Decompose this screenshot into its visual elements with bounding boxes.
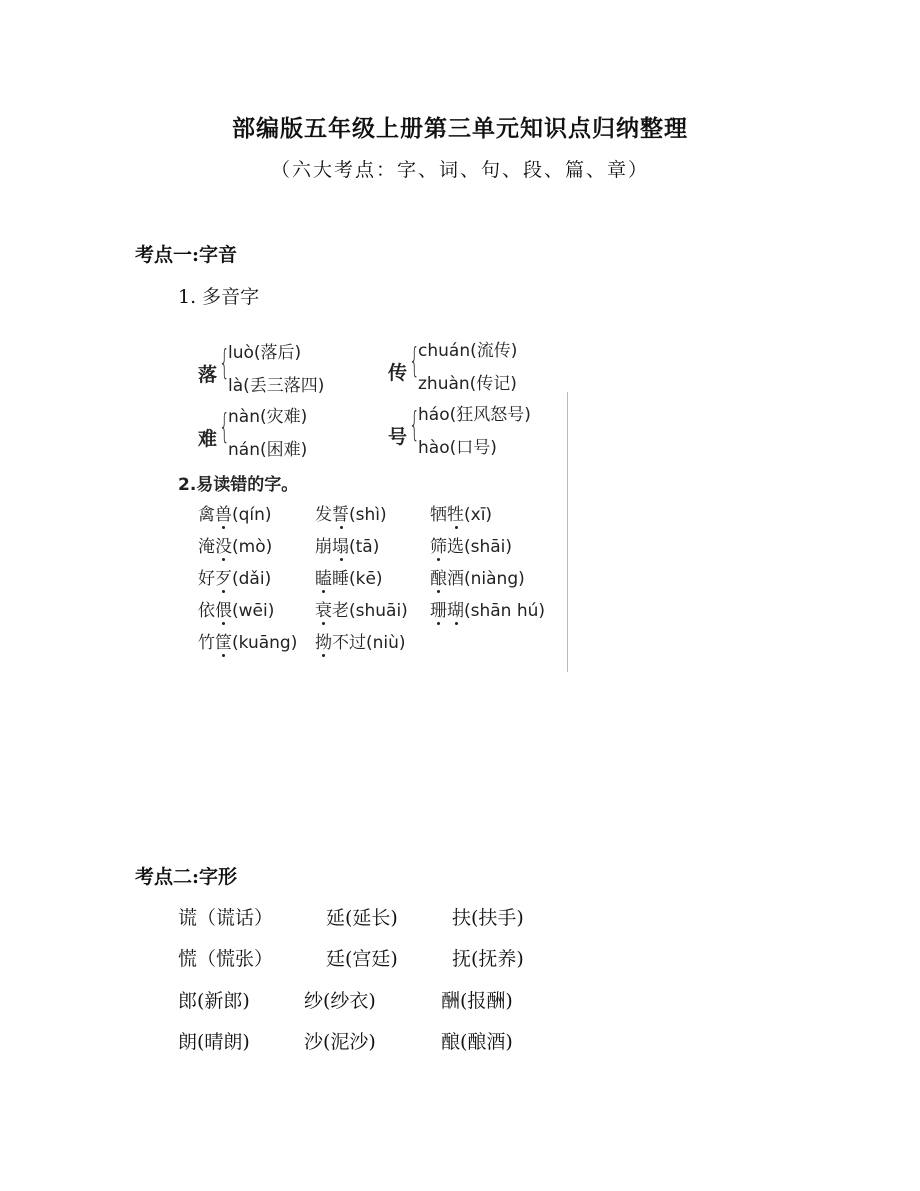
polyphone-char: 落 (198, 364, 218, 386)
misread-word: 竹筐(kuāng) (198, 633, 298, 653)
polyphone-reading: nàn(灾难) (228, 407, 308, 427)
polyphone-reading: luò(落后) (228, 343, 302, 363)
glyph-pair: 慌（慌张） (178, 948, 274, 970)
glyph-pair: 纱(纱衣) (304, 990, 376, 1012)
document-title: 部编版五年级上册第三单元知识点归纳整理 (232, 115, 688, 142)
brace-icon: { (219, 343, 230, 383)
emphasis-dot-icon (340, 558, 343, 561)
section1-heading: 考点一:字音 (135, 244, 238, 266)
polyphone-reading: chuán(流传) (418, 341, 518, 361)
emphasis-dot-icon (455, 526, 458, 529)
section2-heading: 考点二:字形 (135, 866, 238, 888)
emphasis-dot-icon (322, 590, 325, 593)
emphasis-dot-icon (222, 590, 225, 593)
glyph-pair: 酬(报酬) (441, 990, 513, 1012)
emphasis-dot-icon (222, 526, 225, 529)
polyphone-subheading: 1. 多音字 (178, 286, 260, 308)
glyph-pair: 沙(泥沙) (304, 1031, 376, 1053)
glyph-pair: 郎(新郎) (178, 990, 250, 1012)
glyph-pair: 抚(抚养) (452, 948, 524, 970)
polyphone-reading: nán(困难) (228, 440, 308, 460)
emphasis-dot-icon (455, 622, 458, 625)
glyph-pair: 谎（谎话） (178, 907, 274, 929)
misread-word: 牺牲(xī) (430, 505, 493, 525)
misread-word: 瞌睡(kē) (315, 569, 383, 589)
emphasis-dot-icon (322, 622, 325, 625)
emphasis-dot-icon (437, 622, 440, 625)
emphasis-dot-icon (222, 622, 225, 625)
document-subtitle: （六大考点：字、词、句、段、篇、章） (270, 159, 649, 181)
emphasis-dot-icon (340, 526, 343, 529)
polyphone-reading: zhuàn(传记) (418, 374, 517, 394)
brace-icon: { (409, 405, 420, 445)
emphasis-dot-icon (437, 558, 440, 561)
misread-subheading: 2.易读错的字。 (178, 475, 299, 495)
misread-word: 依偎(wēi) (198, 601, 275, 621)
emphasis-dot-icon (437, 590, 440, 593)
misread-word: 拗不过(niù) (315, 633, 406, 653)
misread-word: 酿酒(niàng) (430, 569, 525, 589)
misread-word: 筛选(shāi) (430, 537, 513, 557)
misread-word: 衰老(shuāi) (315, 601, 408, 621)
polyphone-char: 传 (388, 362, 408, 384)
scan-edge (567, 392, 568, 672)
misread-word: 好歹(dǎi) (198, 569, 272, 589)
emphasis-dot-icon (222, 654, 225, 657)
glyph-pair: 廷(宫廷) (326, 948, 398, 970)
polyphone-char: 号 (388, 426, 408, 448)
glyph-pair: 酿(酿酒) (441, 1031, 513, 1053)
glyph-pair: 扶(扶手) (452, 907, 524, 929)
glyph-pair: 朗(晴朗) (178, 1031, 250, 1053)
misread-word: 淹没(mò) (198, 537, 273, 557)
brace-icon: { (219, 407, 230, 447)
polyphone-reading: hào(口号) (418, 438, 497, 458)
misread-word: 禽兽(qín) (198, 505, 272, 525)
brace-icon: { (409, 341, 420, 381)
misread-word: 发誓(shì) (315, 505, 387, 525)
misread-word: 珊瑚(shān hú) (430, 601, 546, 621)
emphasis-dot-icon (322, 654, 325, 657)
emphasis-dot-icon (222, 558, 225, 561)
polyphone-reading: là(丢三落四) (228, 376, 325, 396)
misread-word: 崩塌(tā) (315, 537, 380, 557)
polyphone-reading: háo(狂风怒号) (418, 405, 531, 425)
scanned-figure (178, 322, 570, 672)
glyph-pair: 延(延长) (326, 907, 398, 929)
polyphone-char: 难 (198, 428, 218, 450)
